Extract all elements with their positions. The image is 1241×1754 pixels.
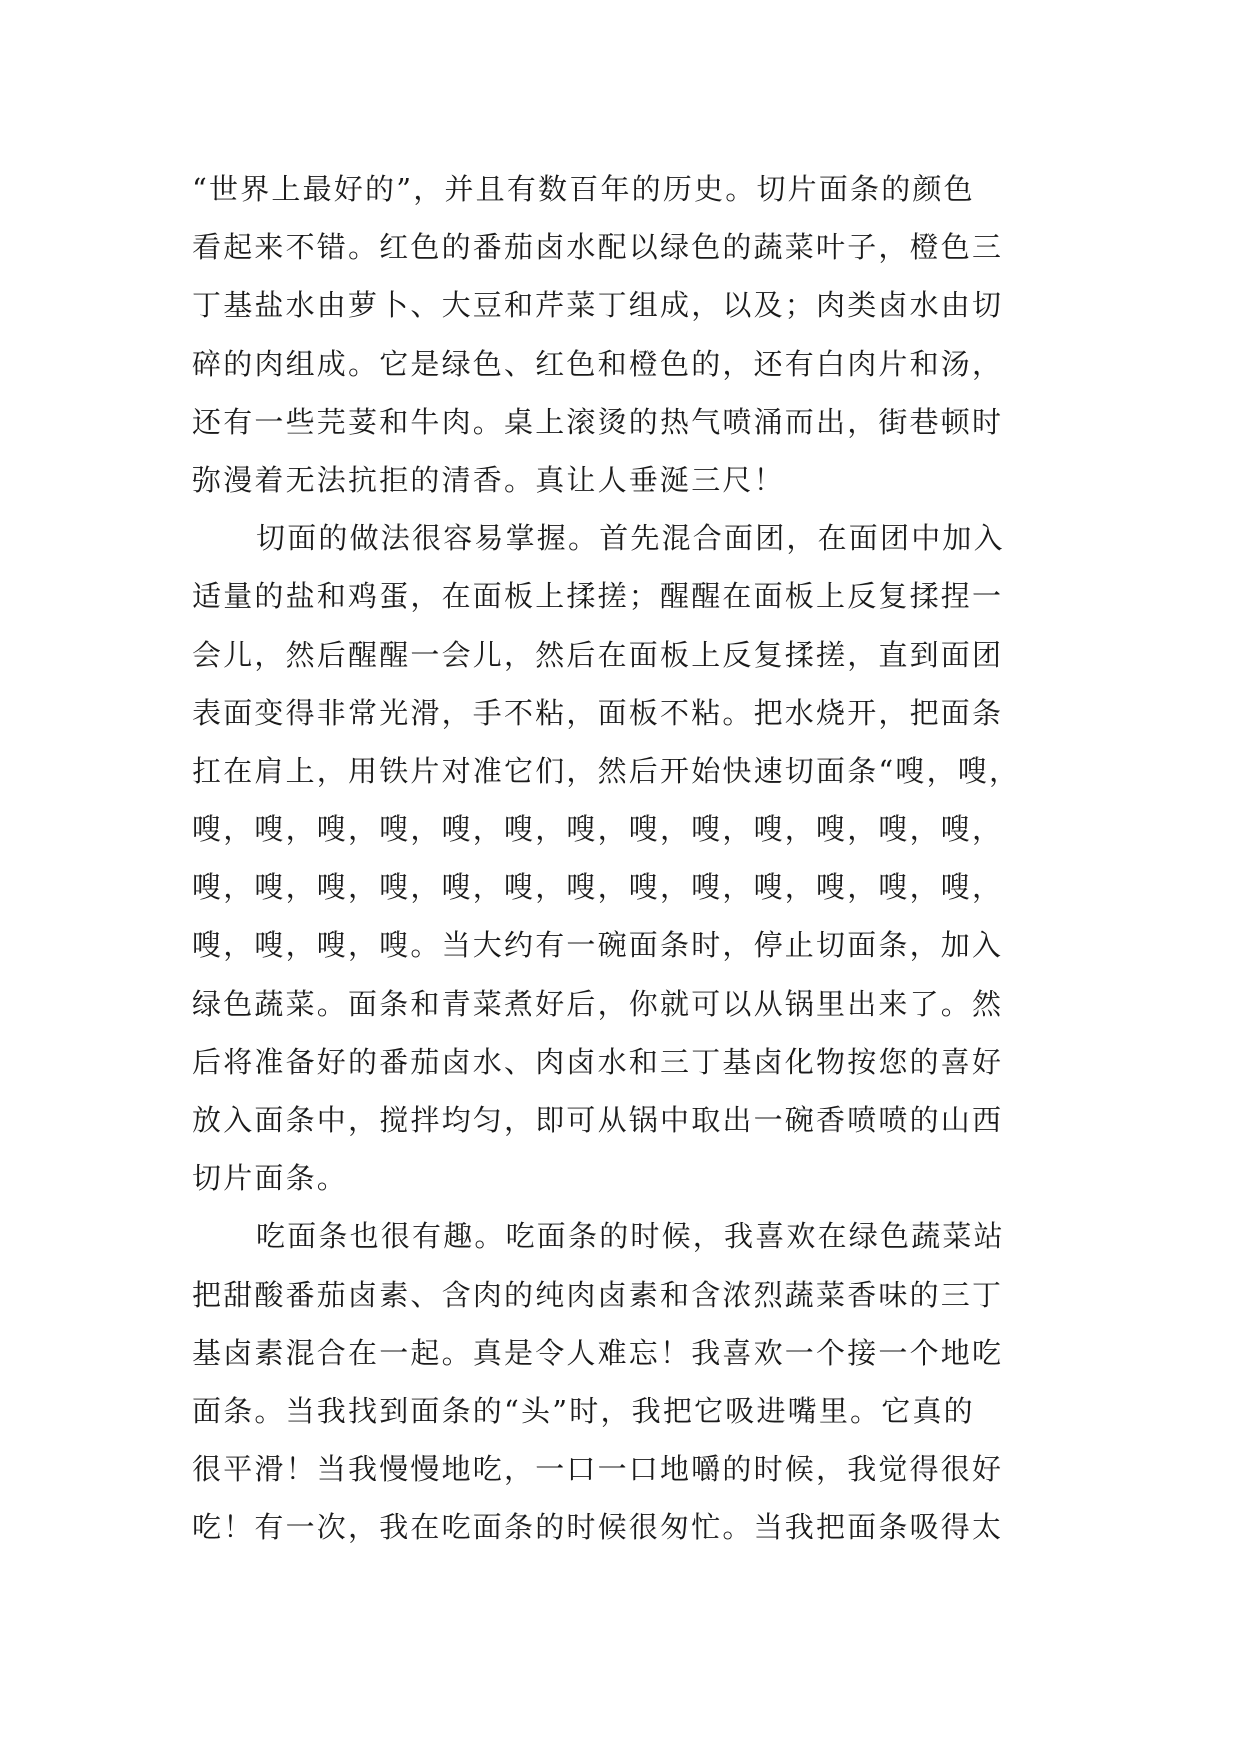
text-line: 后将准备好的番茄卤水、肉卤水和三丁基卤化物按您的喜好	[192, 1044, 1004, 1079]
text-line: 嗖，嗖，嗖，嗖，嗖，嗖，嗖，嗖，嗖，嗖，嗖，嗖，嗖，	[192, 812, 1004, 847]
text-line: 适量的盐和鸡蛋，在面板上揉搓；醒醒在面板上反复揉捏一	[192, 579, 1004, 614]
text-line: 基卤素混合在一起。真是令人难忘！我喜欢一个接一个地吃	[192, 1335, 1004, 1370]
text-line: 丁基盐水由萝卜、大豆和芹菜丁组成，以及；肉类卤水由切	[192, 288, 1004, 323]
text-line: 嗖，嗖，嗖，嗖。当大约有一碗面条时，停止切面条，加入	[192, 928, 1004, 963]
text-line: 吃！有一次，我在吃面条的时候很匆忙。当我把面条吸得太	[192, 1510, 1004, 1545]
paragraph-first-line: 吃面条也很有趣。吃面条的时候，我喜欢在绿色蔬菜站	[256, 1219, 1005, 1254]
text-line: 把甜酸番茄卤素、含肉的纯肉卤素和含浓烈蔬菜香味的三丁	[192, 1277, 1004, 1312]
text-line: 表面变得非常光滑，手不粘，面板不粘。把水烧开，把面条	[192, 695, 1004, 730]
text-line: 扛在肩上，用铁片对准它们，然后开始快速切面条“嗖，嗖，	[192, 753, 1021, 788]
text-line: 很平滑！当我慢慢地吃，一口一口地嚼的时候，我觉得很好	[192, 1452, 1004, 1487]
text-line: 会儿，然后醒醒一会儿，然后在面板上反复揉搓，直到面团	[192, 637, 1004, 672]
text-line: 还有一些芫荽和牛肉。桌上滚烫的热气喷涌而出，街巷顿时	[192, 404, 1004, 439]
paragraph-first-line: 切面的做法很容易掌握。首先混合面团，在面团中加入	[256, 521, 1005, 556]
text-line: 放入面条中，搅拌均匀，即可从锅中取出一碗香喷喷的山西	[192, 1103, 1004, 1137]
body-text	[192, 160, 1072, 1557]
text-line: 面条。当我找到面条的“头”时，我把它吸进嘴里。它真的	[192, 1393, 975, 1428]
text-line: “世界上最好的”，并且有数百年的历史。切片面条的颜色	[192, 172, 975, 206]
text-line: 弥漫着无法抗拒的清香。真让人垂涎三尺！	[192, 462, 785, 497]
text-line: 嗖，嗖，嗖，嗖，嗖，嗖，嗖，嗖，嗖，嗖，嗖，嗖，嗖，	[192, 870, 1004, 905]
text-line: 看起来不错。红色的番茄卤水配以绿色的蔬菜叶子，橙色三	[192, 230, 1004, 265]
text-line: 碎的肉组成。它是绿色、红色和橙色的，还有白肉片和汤，	[192, 346, 1004, 381]
text-line: 切片面条。	[192, 1161, 349, 1196]
text-line: 绿色蔬菜。面条和青菜煮好后，你就可以从锅里出来了。然	[192, 986, 1004, 1021]
